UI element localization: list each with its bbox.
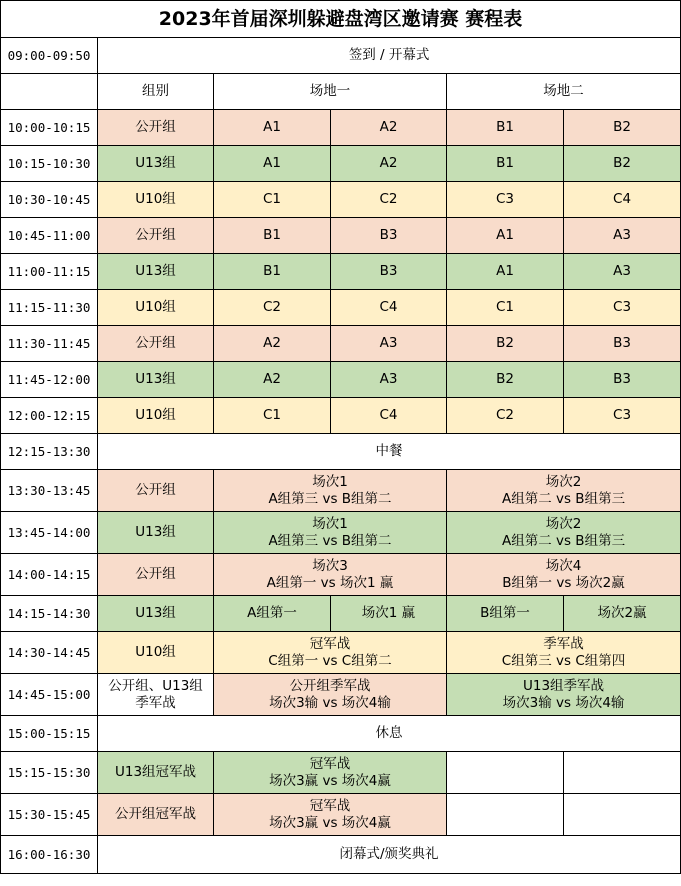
match-cell: A1: [447, 218, 564, 254]
time-cell: 15:00-15:15: [1, 716, 98, 752]
match-teams: A组第二 vs B组第三: [501, 532, 626, 549]
table-row: [1, 554, 681, 596]
match-cell: B1: [214, 254, 331, 290]
time-cell: 12:15-13:30: [1, 434, 98, 470]
match-cell: B2: [447, 362, 564, 398]
match-round: 场次1: [312, 473, 348, 490]
field2-match: [447, 512, 681, 554]
match-cell: C4: [331, 290, 447, 326]
table-row: [1, 716, 681, 752]
table-row: [1, 632, 681, 674]
time-cell: 14:15-14:30: [1, 596, 98, 632]
match-cell: C3: [564, 398, 681, 434]
match-cell: A2: [214, 326, 331, 362]
table-row: [1, 182, 681, 218]
time-cell: 14:45-15:00: [1, 674, 98, 716]
match-cell: B2: [564, 146, 681, 182]
match-round: 公开组季军战: [289, 677, 371, 694]
empty-header-cell: [1, 74, 98, 110]
time-cell: 11:30-11:45: [1, 326, 98, 362]
table-row: [1, 470, 681, 512]
time-cell: 12:00-12:15: [1, 398, 98, 434]
match-teams: A组第三 vs B组第二: [268, 532, 392, 549]
group-cell: U13组: [98, 146, 214, 182]
match-teams: A组第一 vs 场次1 赢: [266, 574, 394, 591]
table-row: [1, 362, 681, 398]
match-cell: C3: [564, 290, 681, 326]
match-cell: C1: [214, 398, 331, 434]
field1-header: 场地一: [214, 74, 447, 110]
table-row: [1, 512, 681, 554]
match-cell: B3: [331, 218, 447, 254]
empty-cell: [447, 794, 564, 836]
empty-cell: [564, 794, 681, 836]
match-round: 季军战: [543, 635, 584, 652]
match-cell: A2: [214, 362, 331, 398]
table-row: [1, 674, 681, 716]
table-row: [1, 110, 681, 146]
field1-match: [214, 470, 447, 512]
match-cell: A2: [331, 146, 447, 182]
group-cell: 公开组: [98, 110, 214, 146]
field1-match: [214, 632, 447, 674]
time-cell: 10:30-10:45: [1, 182, 98, 218]
match-round: 冠军战: [309, 755, 351, 772]
table-row: [1, 596, 681, 632]
match-cell: B2: [447, 326, 564, 362]
time-cell: 15:15-15:30: [1, 752, 98, 794]
match-cell: A组第一: [214, 596, 331, 632]
match-round: 场次3: [312, 557, 348, 574]
match-cell: B1: [214, 218, 331, 254]
empty-cell: [564, 752, 681, 794]
match-cell: B组第一: [447, 596, 564, 632]
match-cell: 场次1 赢: [331, 596, 447, 632]
title-row: [1, 1, 681, 38]
time-cell: 10:00-10:15: [1, 110, 98, 146]
match-round: 场次2: [545, 473, 582, 490]
table-row: [1, 794, 681, 836]
field2-header: 场地二: [447, 74, 681, 110]
match-cell: A1: [447, 254, 564, 290]
match-cell: 场次2赢: [564, 596, 681, 632]
match-teams: C组第一 vs C组第二: [268, 652, 392, 669]
match-cell: A1: [214, 110, 331, 146]
time-cell: 14:00-14:15: [1, 554, 98, 596]
match-cell: A3: [331, 362, 447, 398]
match-teams: 场次3赢 vs 场次4赢: [269, 772, 391, 789]
header-row: [1, 74, 681, 110]
table-title: 2023年首届深圳躲避盘湾区邀请赛 赛程表: [1, 1, 681, 38]
match-teams: C组第三 vs C组第四: [501, 652, 626, 669]
time-cell: 13:45-14:00: [1, 512, 98, 554]
match-cell: C1: [447, 290, 564, 326]
match-cell: B1: [447, 146, 564, 182]
match-cell: C3: [447, 182, 564, 218]
group-cell: 公开组冠军战: [98, 794, 214, 836]
match-teams: 场次3输 vs 场次4输: [502, 694, 625, 711]
table-row: [1, 434, 681, 470]
table-row: [1, 38, 681, 74]
group-cell: U13组: [98, 596, 214, 632]
group-line: 季军战: [135, 694, 176, 711]
time-cell: 11:15-11:30: [1, 290, 98, 326]
field2-match: [447, 674, 681, 716]
field2-match: [447, 632, 681, 674]
match-teams: A组第三 vs B组第二: [268, 490, 392, 507]
group-cell: U13组: [98, 362, 214, 398]
time-cell: 13:30-13:45: [1, 470, 98, 512]
match-teams: 场次3赢 vs 场次4赢: [269, 814, 391, 831]
match-round: 冠军战: [309, 797, 351, 814]
time-cell: 11:00-11:15: [1, 254, 98, 290]
group-cell: U13组: [98, 512, 214, 554]
field1-match: [214, 752, 447, 794]
note-cell: 休息: [98, 716, 681, 752]
time-cell: 09:00-09:50: [1, 38, 98, 74]
field1-match: [214, 674, 447, 716]
group-cell: 公开组: [98, 218, 214, 254]
match-teams: A组第二 vs B组第三: [501, 490, 626, 507]
match-cell: C2: [447, 398, 564, 434]
time-cell: 11:45-12:00: [1, 362, 98, 398]
match-round: 场次2: [545, 515, 582, 532]
match-cell: C2: [214, 290, 331, 326]
group-cell: U10组: [98, 398, 214, 434]
match-cell: B1: [447, 110, 564, 146]
match-round: 场次4: [545, 557, 582, 574]
match-cell: A2: [331, 110, 447, 146]
match-round: U13组季军战: [523, 677, 605, 694]
group-cell: U10组: [98, 632, 214, 674]
match-cell: C4: [564, 182, 681, 218]
time-cell: 14:30-14:45: [1, 632, 98, 674]
match-cell: B3: [331, 254, 447, 290]
note-cell: 闭幕式/颁奖典礼: [98, 836, 681, 874]
match-cell: B3: [564, 326, 681, 362]
group-cell: U10组: [98, 182, 214, 218]
match-round: 冠军战: [309, 635, 351, 652]
match-cell: A3: [331, 326, 447, 362]
table-row: [1, 326, 681, 362]
group-line: 公开组、U13组: [108, 677, 203, 694]
match-cell: A3: [564, 254, 681, 290]
match-cell: A3: [564, 218, 681, 254]
group-cell: U13组: [98, 254, 214, 290]
match-teams: 场次3输 vs 场次4输: [269, 694, 391, 711]
group-cell: 公开组: [98, 470, 214, 512]
note-cell: 签到 / 开幕式: [98, 38, 681, 74]
match-teams: B组第一 vs 场次2赢: [502, 574, 625, 591]
table-row: [1, 836, 681, 874]
field1-match: [214, 554, 447, 596]
time-cell: 15:30-15:45: [1, 794, 98, 836]
note-cell: 中餐: [98, 434, 681, 470]
group-cell: U10组: [98, 290, 214, 326]
field1-match: [214, 794, 447, 836]
match-round: 场次1: [312, 515, 348, 532]
table-row: [1, 146, 681, 182]
table-row: [1, 752, 681, 794]
match-cell: C1: [214, 182, 331, 218]
field1-match: [214, 512, 447, 554]
group-header: 组别: [98, 74, 214, 110]
match-cell: A1: [214, 146, 331, 182]
empty-cell: [447, 752, 564, 794]
group-cell: 公开组: [98, 554, 214, 596]
time-cell: 16:00-16:30: [1, 836, 98, 874]
group-cell: U13组冠军战: [98, 752, 214, 794]
match-cell: C2: [331, 182, 447, 218]
field2-match: [447, 554, 681, 596]
group-cell: 公开组: [98, 326, 214, 362]
match-cell: C4: [331, 398, 447, 434]
match-cell: B2: [564, 110, 681, 146]
table-row: [1, 254, 681, 290]
match-cell: B3: [564, 362, 681, 398]
field2-match: [447, 470, 681, 512]
table-row: [1, 218, 681, 254]
time-cell: 10:15-10:30: [1, 146, 98, 182]
table-row: [1, 398, 681, 434]
group-cell: [98, 674, 214, 716]
table-row: [1, 290, 681, 326]
time-cell: 10:45-11:00: [1, 218, 98, 254]
